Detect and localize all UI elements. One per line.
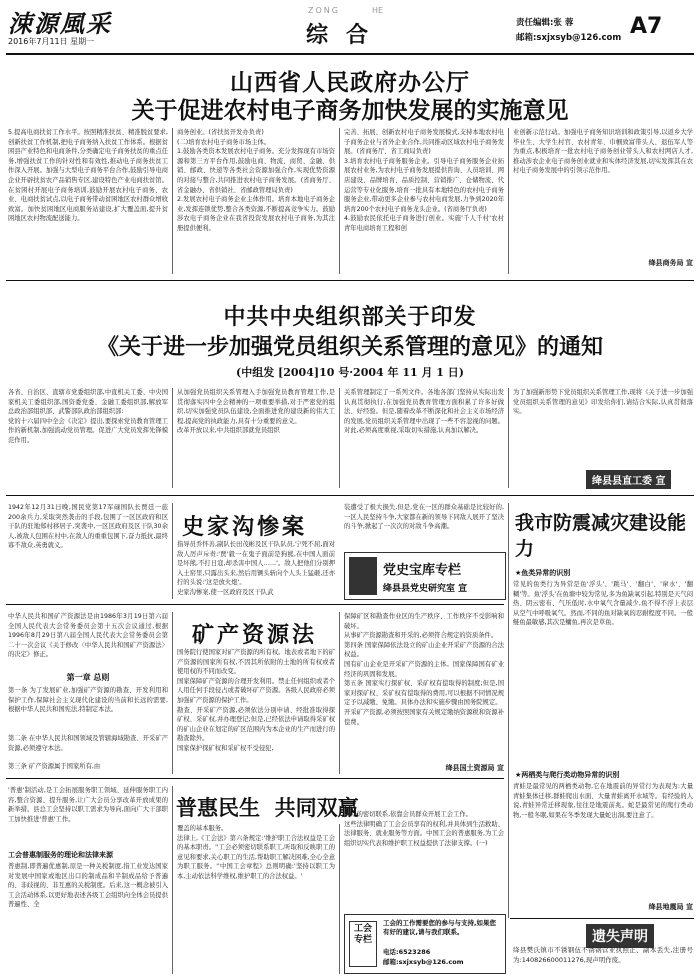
article3-title: 史家沟惨案 [182, 514, 308, 540]
notice-body: 绛县樊氏镇市不锈钢伍不锈钢营业执照正、副本丢失,注册号为:140826600011276,现声明作废。 [513, 946, 693, 964]
column-divider [172, 128, 173, 274]
article3-col3: 装遭受了极大损失,但是,党在一区的群众基础是比较好的,一区人民坚持斗争,大家都在新的领导下同敌人展开了坚决的斗争,掀起了一次次的对敌斗争高潮。 [344, 504, 504, 531]
issue-date: 2016年7月11日 星期一 [8, 37, 95, 46]
union-promo-email: 邮箱:sxjxsyb@126.com [383, 958, 464, 966]
article5-intro: 中华人民共和国矿产资源法是由1986年3月19日第六届全国人民代表大会常务委员会第十五次会议通过,根据1996年8月29日第八届全国人民代表大会常务委员会第二十一次会议《关于修改〈中华人民共和国矿产资源法〉的决定》修正。 [8, 613, 168, 659]
article4-body2: 青蛙是最常见的两栖类动物,它在地震前的异常行为表现为:大量青蛙集体迁移,群蛙爬出水面、大量青蛙离开水域等。有经验的人说,青蛙异常迁移现象,往往是地震前兆。蛇是最常见的爬行类动物,一般冬眠,如果在冬季发现大量蛇出洞,要注意了。 [513, 783, 693, 819]
section-rule [6, 604, 504, 605]
article2-title-line2: 《关于进一步加强党员组织关系管理的意见》的通知 [96, 334, 603, 360]
article4-body1: 常见的鱼类行为异常是鱼'浮头'、'跳马'、'翻白'、'窜水'、'翻糊'等。鱼'浮头'在鱼塘中较为常见,多为鱼缺氧引起,特别是天气闷热、阴云密布、气压低时,水中氧气含量减少,鱼不得不浮上表层从空气中呼吸氧气。然而,不同的鱼对缺氧的忍耐程度不同。一般鲢鱼最敏感,其次是鳙鱼,再次是草鱼。 [513, 581, 693, 627]
union-promo-box [344, 914, 506, 974]
column-divider [339, 612, 340, 774]
party-history-box-title: 党史宝库专栏 [383, 563, 462, 578]
article5-art3: 第三条 矿产资源属于国家所有,由 [8, 763, 101, 770]
editor-email: 邮箱:sxjxsyb@126.com [516, 33, 622, 43]
party-history-box [344, 552, 506, 600]
editor-info: 责任编辑:张 蓉 [516, 18, 574, 28]
article2-col3: 关系管理制定了一系列文件。各地各部门坚持从实际出发认真贯彻执行,在加强党员教育管理方面积累了许多好做法、好经验。但是,随着改革不断深化和社会主义市场经济的发展,党员组织关系管理中出现了一些不容忽视的问题。对此,必须高度重视,采取切实措施,认真加以解决。 [344, 389, 504, 435]
article1-col1: 5.提高电商扶贫工作水平。按照精准扶贫、精准脱贫要求,创新扶贫工作机制,把电子商务纳入扶贫工作体系。根据贫困县产业特色和电商条件,分类确定电子商务扶贫的重点任务,增强扶贫工作的针对性和有效性,推动电子商务扶贫工作深入开展。加强与大型电子商务平台合作,鼓励引导电商企业开辟扶贫农产品销售专区,建设特色产业电商扶贫馆。在贫困村开展电子商务培训,鼓励开展农村电子商务、农业、电商扶贫试点,以电子商务带动贫困地区农村群众增收致富。加快贫困地区电商服务站建设,扩大覆盖面,提升贫困地区农村物流配送能力。 [8, 129, 168, 223]
column-divider [508, 128, 509, 274]
article6-col2: 覆盖的基本服务。 法律上,《工会法》第六条规定:'维护职工合法权益是工会的基本职责。''工会必须密切联系职工,听取和反映职工的意见和要求,关心职工的生活,帮助职工解决困难,全心全意为职工服务。''中国工会章程》总则明确:'坚持以职工为本,主动依法科学维权,维护职工的合法权益。' [177, 825, 335, 880]
article1-col4: 业创新示范行动。加强电子商务知识培训和政策引导,以返乡大学毕业生、大学生村官、农村青年、巾帼致富带头人、退伍军人等为重点,积极培育一批农村电子商务创业带头人和农村网店人才,推动涉农企业电子商务创业就业和实体经济发展,切实发挥其在农村电子商务发展中的引领示范作用。 [513, 129, 693, 175]
article5-title: 矿产资源法 [192, 622, 318, 648]
article6-title: 普惠民生 共同双赢 [176, 795, 359, 820]
page-number: A7 [630, 14, 663, 39]
article5-sign: 绛县国土资源局 宣 [445, 764, 504, 772]
article1-col2: 商务创业。(省扶贫开发办负责) (二)培育农村电子商务市场主体。 1.鼓励各类资本发展农村电子商务。充分发挥现有市场资源和第三方平台作用,鼓励电商、物流、商贸、金融、供销、邮政、快递等各类社会资源加强合作,实现优势资源的对接与整合,共同推进农村电子商务发展。(省商务厅、省金融办、省供销社、省邮政管理局负责) 2.发展农村电子商务企业主体作用。培育本地电子商务企业,发挥连锁优势,整合各类资源,不断提高竞争实力。鼓励涉农电子商务企业在我省投资发展农村电子商务,为其注册提供便利。 [177, 129, 335, 232]
party-history-logo [349, 557, 377, 595]
article1-title-line1: 山西省人民政府办公厅 [230, 69, 470, 96]
pinyin-left: ZONG [308, 6, 340, 15]
section-rule [6, 495, 694, 496]
column-divider [172, 388, 173, 488]
article3-col2: 指导员乔怀善,副队长田茂彬及区干队队员,宁死不屈,面对敌人厉声斥责:'贾'毅一在鬼子面前是狗熊,在中国人面前是坏熊,不打日寇,却杀害中国人……'。敌人把他们分别押入土窑里,只露出头来,然后用铡头斩向个人头上猛砸,还亦拧的头说:'这是放火炮'。 史家沟惨案,使一区政府及区干队武 [177, 541, 335, 596]
section-rule [510, 918, 694, 919]
party-history-box-org: 绛县县党史研究室 宣 [383, 584, 468, 594]
union-logo: 工会专栏 [349, 921, 377, 967]
section-rule [6, 280, 694, 281]
article6-body: 普惠制,即普遍优惠制,原是一种关税制度,指工业发达国家对发展中国家或地区出口的制成品和半制成品给予普遍的、非歧视的、非互惠的关税制度。后来,这一概念被引入工会活动体系,以更好地表述各级工会组织向全体会员提供普遍性、全 [8, 863, 168, 909]
article4-subhead1: ★鱼类异常的识别 [515, 569, 571, 577]
article1-title-line2: 关于促进农村电子商务加快发展的实施意见 [131, 97, 569, 124]
article2-col2: 从加强党员组织关系管理入手加强党员教育管理工作,是贯彻落实四中全会精神的一项重要举措,对于严密党的组织,切实加强党员队伍建设,全面推进党的建设新的伟大工程,提高党的执政能力,具有十分重要的意义。 改革开放以来,中共组织部就党员组织 [177, 389, 335, 435]
article1-sign: 绛县商务局 宣 [648, 259, 693, 267]
union-promo-text: 工会的工作需要您的参与与支持,如果您有好的建议,请与我们联系。 [383, 919, 496, 936]
article4-sign: 绛县地震局 宣 [648, 903, 693, 911]
notice-title: 遗失声明 [586, 924, 654, 948]
article5-art2: 第二条 在中华人民共和国领域及管辖海域勘查、开采矿产资源,必须遵守本法。 [8, 735, 168, 752]
article5-art1: 第一条 为了发展矿业,加强矿产资源的勘查、开发利用和保护工作,保障社会主义现代化建设的当前和长远的需要,根据中华人民共和国宪法,特制定本法。 [8, 687, 168, 714]
article2-title-line1: 中共中央组织部关于印发 [223, 304, 477, 330]
article2-badge: 绛县县直工委 宣 [586, 470, 671, 489]
article2-doc-number: (中组发 [2004]10 号·2004 年 11 月 1 日) [236, 366, 464, 379]
column-divider [339, 388, 340, 488]
article6-col3: 群众的密切联系,依靠会员群众开展工会工作。 这些法律明确了工会会员享有的权利,并具体到生活救助、法律服务、就业服务等方面。中国工会的普惠服务,为工会组织切实代表和维护职工权益提供了法律支撑。(一) [344, 811, 504, 847]
masthead-rule [6, 53, 694, 55]
section-title: 综合 [306, 22, 387, 48]
article2-col4: 为了加强新形势下党员组织关系管理工作,现将《关于进一步加强党员组织关系管理的意见》印发给你们,请结合实际,认真贯彻落实。 [513, 389, 693, 416]
union-promo-phone: 电话:6523286 [383, 948, 431, 956]
article2-col1: 各省、自治区、直辖市党委组织部,中直机关工委、中央国家机关工委组织部,国资委党委、金融工委组织部,解放军总政治部组织部、武警部队政治部组织部: 党的十六届四中全会《决定》提出,要探索党员教育管理工作的新机制,加强流动党员管理。促进广大党员发挥先锋模范作用。 [8, 389, 168, 444]
article5-col2: 国务院行使国家对矿产资源的所有权。地表或者地下的矿产资源的国家所有权,不因其所依附的土地的所有权或者使用权的不同而改变。 国家保障矿产资源的合理开发利用。禁止任何组织或者个人用任何手段侵占或者破坏矿产资源。各级人民政府必须加强矿产资源的保护工作。 勘查、开采矿产资源,必须依法分别申请、经批准取得探矿权、采矿权,并办理登记;但是,已经依法申请取得采矿权的矿山企业在划定的矿区范围内为本企业的生产而进行的勘查除外。 国家保护探矿权和采矿权不受侵犯, [177, 649, 335, 752]
column-divider [508, 503, 509, 918]
column-divider [172, 503, 173, 599]
column-divider [172, 612, 173, 774]
article1-col3: 完善、拓展、创新农村电子商务发展模式,支持本地农村电子商务企业与省外企业合作,共同推动区域农村电子商务发展。(省商务厅、省工商局负责) 3.培育农村电子商务服务企业。引导电子商务服务企业拓展农村业务,为农村电子商务发展提供咨询、人员培训、网店建设、品牌培育、品质控制、营销推广、仓储物流、代运营等专业化服务,培育一批具有本地特色的农村电子商务服务企业,带动更多企业参与农村电商发展,力争到2020年培育200个农村电子商务龙头企业。(省商务厅负责) 4.鼓励农民依托电子商务进行创业。实施'千人千村'农村青年电商培育工程和创 [344, 129, 504, 232]
article3-intro: 1942年12月31日晚,国民党第17军碌国队长贾廷一旅200余兵力,采取突然袭击的手段,包围了一区区政府和区干队的驻地郑村移居子,突袭中,一区区政府及区干队30余人,被敌人包围在村中,在敌人的重重包围下,奋力抵抗,最终寡不敌众,英勇就义。 [8, 504, 168, 550]
section-rule [6, 778, 504, 779]
column-divider [339, 128, 340, 274]
column-divider [172, 786, 173, 974]
article6-subhead: 工会普惠制服务的理论和法律来源 [8, 851, 113, 859]
column-divider [339, 824, 340, 974]
column-divider [508, 388, 509, 488]
pinyin-right: HE [372, 6, 384, 15]
article5-chapter: 第一章 总则 [66, 673, 110, 682]
article4-title: 我市防震减灾建设能力 [515, 512, 687, 560]
brand-title: 涑源風采 [8, 9, 112, 38]
article5-col3: 保障矿区和勘查作业区的生产秩序、工作秩序不受影响和破坏。 从事矿产资源勘查和开采的,必须符合规定的资质条件。 第四条 国家保障依法设立的矿山企业开采矿产资源的合法权益。 国有矿山企业是开采矿产资源的主体。国家保障国有矿业经济的巩固和发展。 第五条 国家实行探矿权、采矿权有偿取得的制度;但是,国家对探矿权、采矿权有偿取得的费用,可以根据不同情况规定予以减缴、免缴。具体办法和实施步骤由国务院规定。 开采矿产资源,必须按照国家有关规定缴纳资源税和资源补偿费。 [344, 613, 504, 726]
article6-intro: '普惠'制活动,是工会拓展服务职工领域、延伸服务职工内容,整合资源、提升服务,让广大会员分享改革开放成果的新举措。县总工会坚持以职工需求为导向,面向广大干部职工加快推进'普惠'工作。 [8, 787, 168, 823]
article4-subhead2: ★两栖类与爬行类动物异常的识别 [515, 771, 620, 779]
